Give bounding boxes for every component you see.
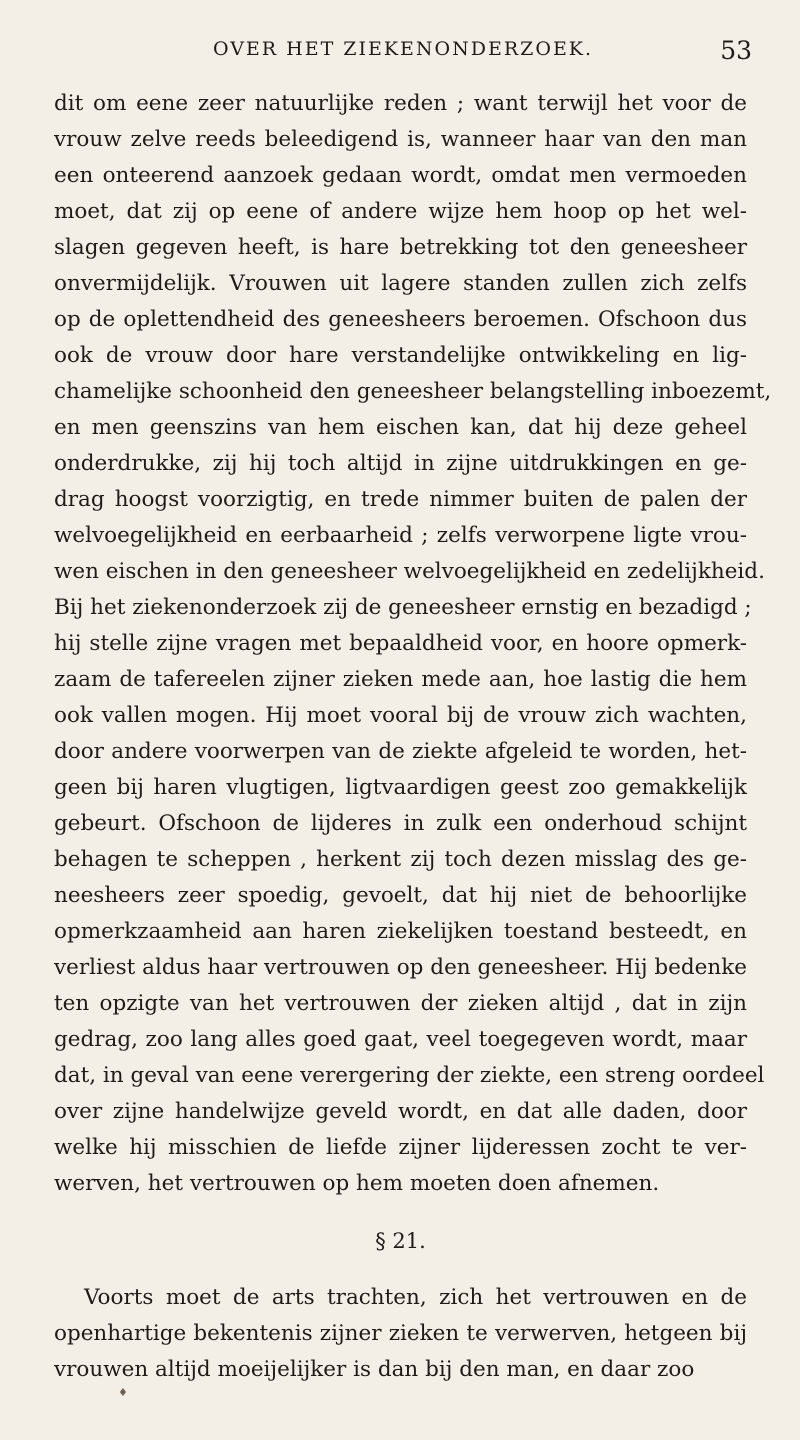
- text-line: op de oplettendheid des geneesheers beroemen. Ofschoon dus: [54, 307, 747, 332]
- text-line: een onteerend aanzoek gedaan wordt, omdat men vermoeden: [54, 163, 747, 188]
- text-line: welke hij misschien de liefde zijner lijderessen zocht te ver-: [54, 1135, 747, 1160]
- text-line: zaam de tafereelen zijner zieken mede aan, hoe lastig die hem: [54, 667, 747, 692]
- running-title: OVER HET ZIEKENONDERZOEK.: [212, 38, 594, 60]
- text-line: drag hoogst voorzigtig, en trede nimmer buiten de palen der: [54, 487, 747, 512]
- text-line: gebeurt. Ofschoon de lijderes in zulk een onderhoud schijnt: [54, 811, 747, 836]
- body-text: [54, 86, 772, 1388]
- text-line: onvermijdelijk. Vrouwen uit lagere standen zullen zich zelfs: [54, 271, 747, 296]
- text-line: behagen te scheppen , herkent zij toch dezen misslag des ge-: [54, 847, 747, 872]
- text-line: wen eischen in den geneesheer welvoegelijkheid en zedelijkheid.: [54, 559, 765, 584]
- text-line: Bij het ziekenonderzoek zij de geneesheer ernstig en bezadigd ;: [54, 595, 752, 620]
- text-line: werven, het vertrouwen op hem moeten doen afnemen.: [54, 1171, 660, 1196]
- text-line: openhartige bekentenis zijner zieken te verwerven, hetgeen bij: [54, 1321, 747, 1346]
- text-line: en men geenszins van hem eischen kan, dat hij deze geheel: [54, 415, 747, 440]
- section-heading: § 21.: [375, 1229, 426, 1253]
- text-line: slagen gegeven heeft, is hare betrekking tot den geneesheer: [54, 235, 747, 260]
- text-line: ook de vrouw door hare verstandelijke ontwikkeling en lig-: [54, 343, 747, 368]
- text-line: ook vallen mogen. Hij moet vooral bij de vrouw zich wachten,: [54, 703, 747, 728]
- text-line: moet, dat zij op eene of andere wijze hem hoop op het wel-: [54, 199, 747, 224]
- text-line: hij stelle zijne vragen met bepaaldheid voor, en hoore opmerk-: [54, 631, 747, 656]
- text-line: geen bij haren vlugtigen, ligtvaardigen geest zoo gemakkelijk: [54, 775, 747, 800]
- text-line: vrouw zelve reeds beleedigend is, wanneer haar van den man: [54, 127, 747, 152]
- text-line: vrouwen altijd moeijelijker is dan bij den man, en daar zoo: [54, 1357, 695, 1382]
- paragraph-2: [54, 1280, 747, 1388]
- text-line: ten opzigte van het vertrouwen der zieken altijd , dat in zijn: [54, 991, 747, 1016]
- paragraph-1: [54, 86, 772, 1202]
- text-line: gedrag, zoo lang alles goed gaat, veel toegegeven wordt, maar: [54, 1027, 747, 1052]
- text-line: chamelijke schoonheid den geneesheer belangstelling inboezemt,: [54, 379, 772, 404]
- text-line: verliest aldus haar vertrouwen op den geneesheer. Hij bedenke: [54, 955, 747, 980]
- text-line: neesheers zeer spoedig, gevoelt, dat hij niet de behoorlijke: [54, 883, 747, 908]
- text-line: welvoegelijkheid en eerbaarheid ; zelfs verworpene ligte vrou-: [54, 523, 747, 548]
- page-number: 53: [720, 36, 752, 65]
- text-line: dit om eene zeer natuurlijke reden ; want terwijl het voor de: [54, 91, 747, 116]
- text-line: Voorts moet de arts trachten, zich het vertrouwen en de: [84, 1285, 747, 1310]
- text-line: onderdrukke, zij hij toch altijd in zijne uitdrukkingen en ge-: [54, 451, 747, 476]
- ornament-mark: ♦: [118, 1386, 128, 1399]
- text-line: dat, in geval van eene verergering der ziekte, een streng oordeel: [54, 1063, 765, 1088]
- text-line: opmerkzaamheid aan haren ziekelijken toestand besteedt, en: [54, 919, 747, 944]
- text-line: over zijne handelwijze geveld wordt, en dat alle daden, door: [54, 1099, 747, 1124]
- running-head: [54, 36, 752, 66]
- text-line: door andere voorwerpen van de ziekte afgeleid te worden, het-: [54, 739, 747, 764]
